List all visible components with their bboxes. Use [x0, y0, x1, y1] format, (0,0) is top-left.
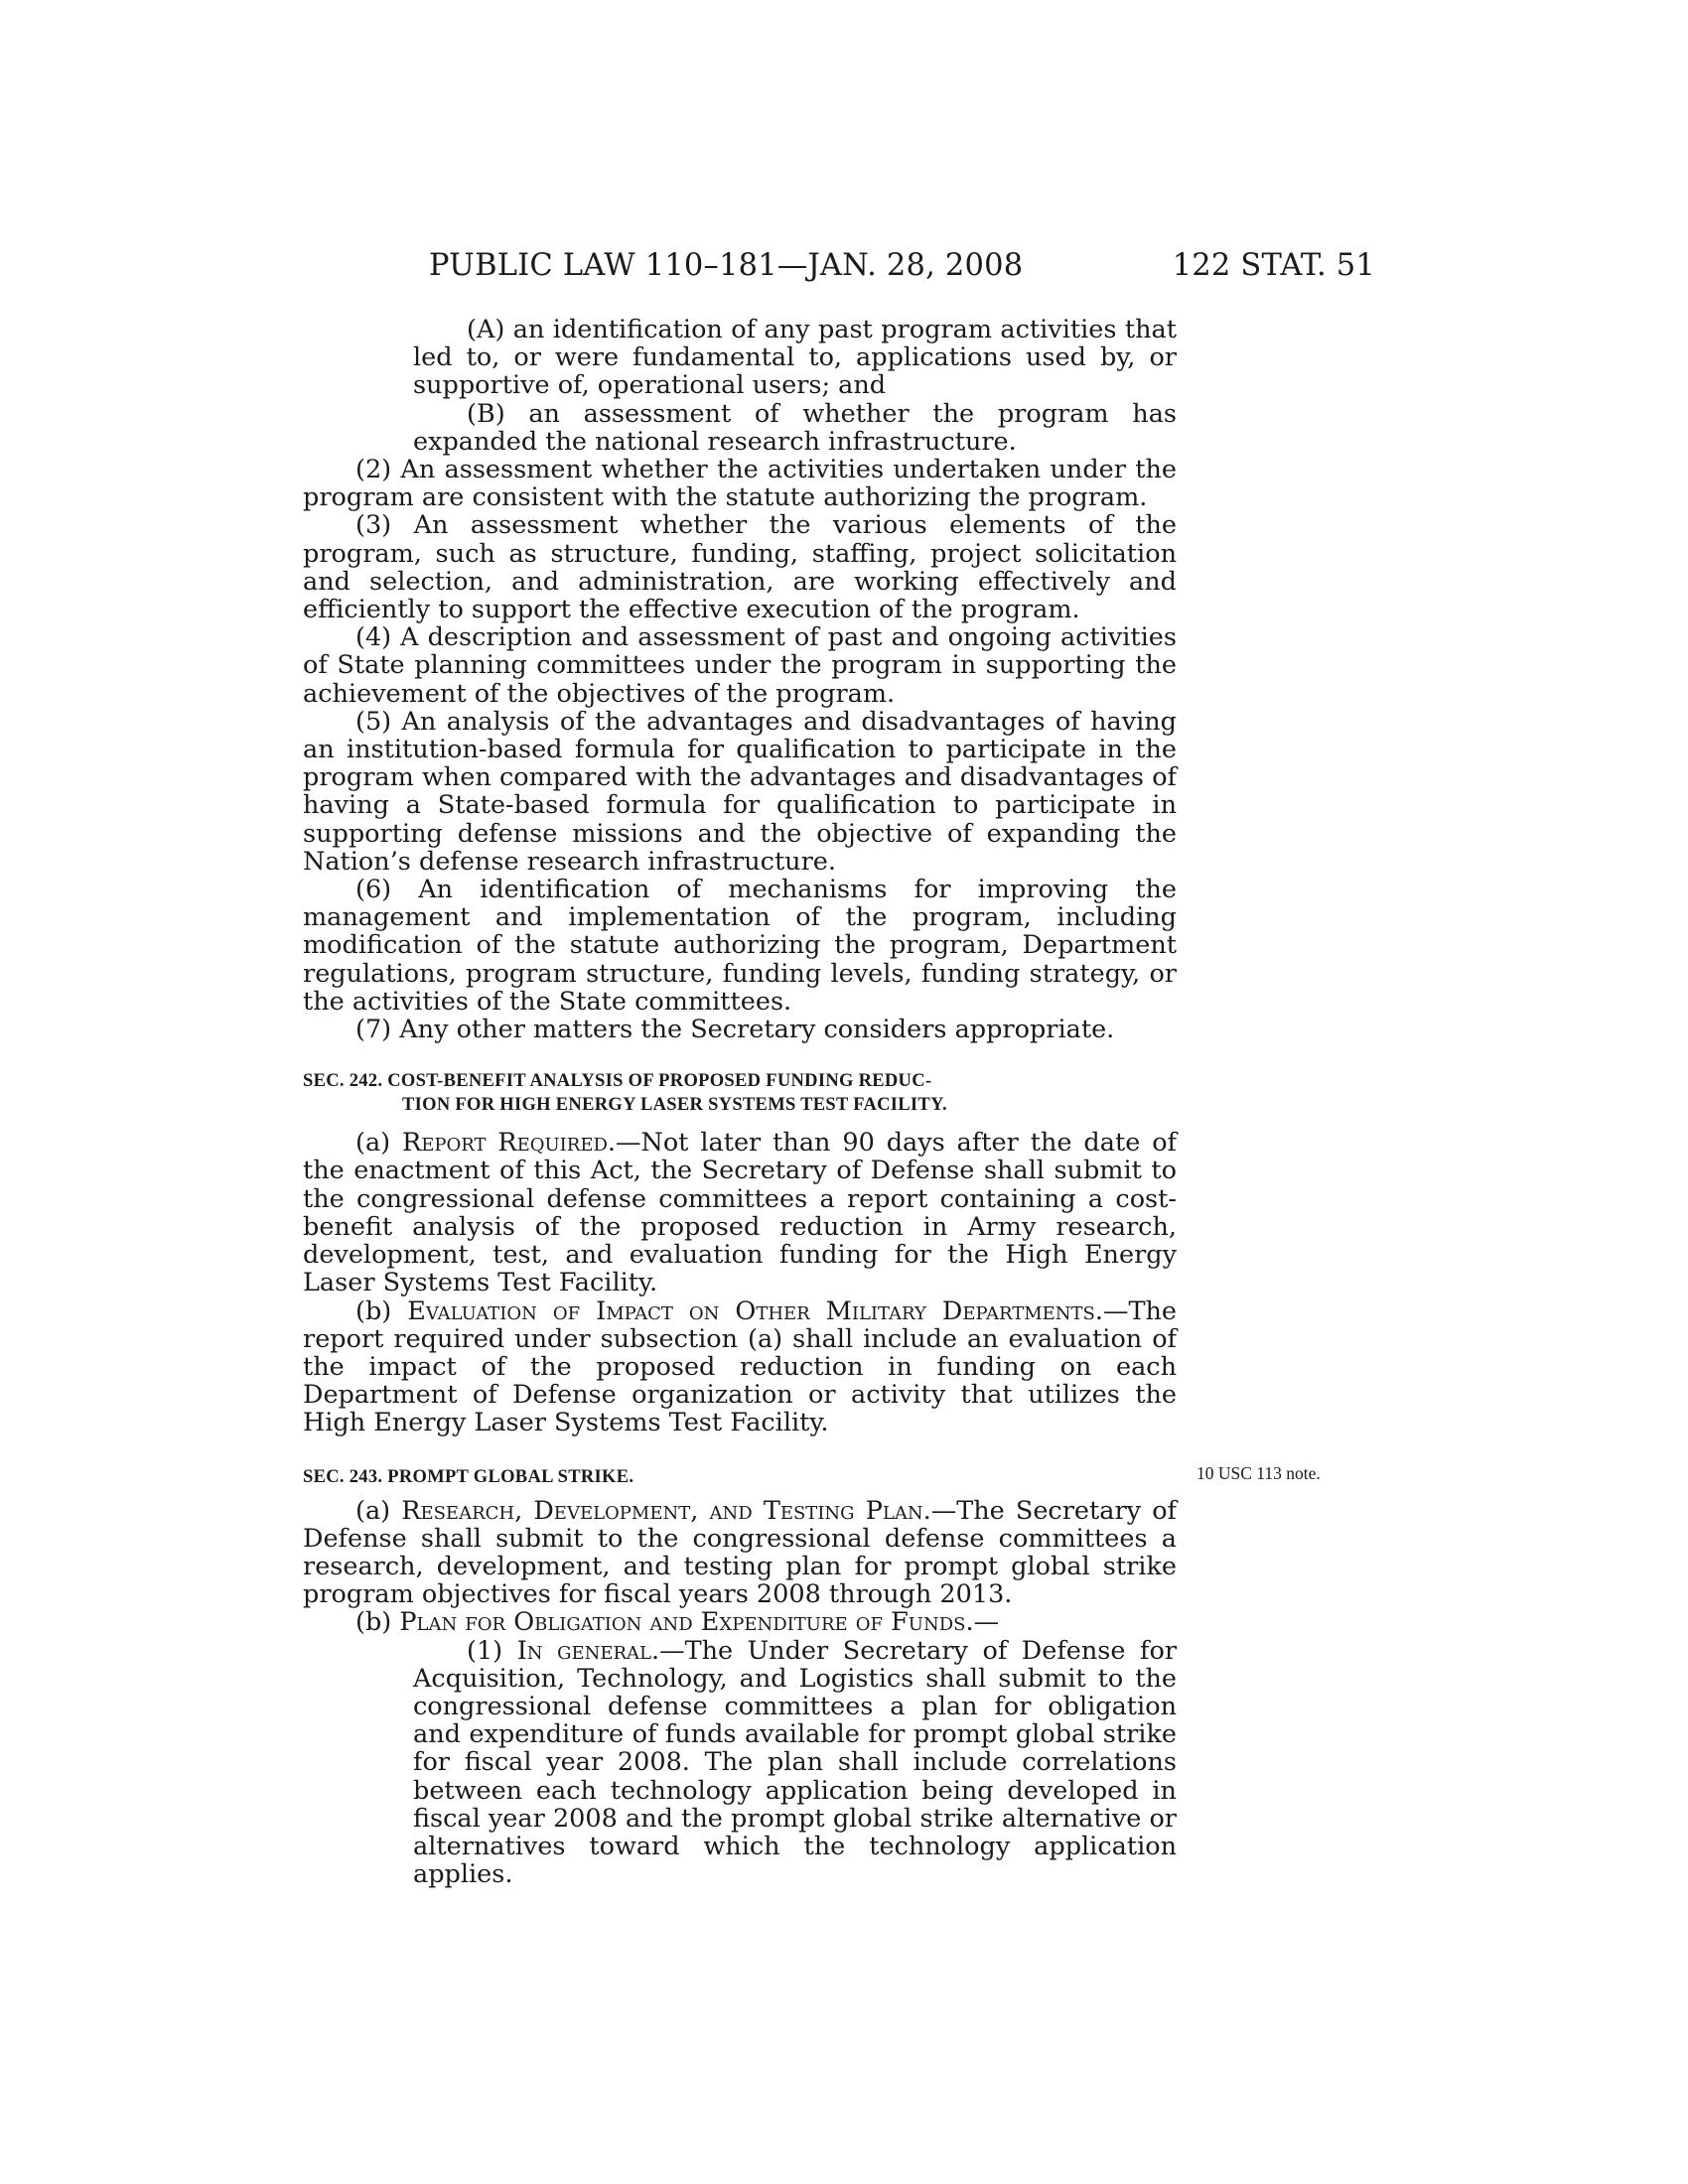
paragraph-item-4: (4) A description and assessment of past and ongoing activities of State planning committees under the program in supporting the achievement of the objectives of the program.: [303, 622, 1177, 709]
text-column: [303, 316, 1177, 1888]
subsection-dash: —: [973, 1607, 1000, 1638]
statute-page-reference: 122 STAT. 51: [1172, 248, 1375, 283]
margin-note: 10 USC 113 note.: [1196, 1463, 1321, 1483]
subsection-caption: Evaluation of Impact on Other Military Departments.: [407, 1296, 1103, 1326]
running-title: PUBLIC LAW 110–181—JAN. 28, 2008: [429, 248, 1024, 283]
subsection-caption: Report Required.: [402, 1128, 617, 1159]
section-242-heading: [303, 1069, 1177, 1117]
subsection-text: —The report required under subsection (a) shall include an evaluation of the impact of the proposed reduction in funding on each Department of Defense organization or activity that utilizes the High Energy Laser Systems Test Facility.: [303, 1296, 1178, 1438]
subsection-text: —Not later than 90 days after the date of the enactment of this Act, the Secretary of Defense shall submit to the congressional defense committees a report containing a cost-benefit analysis of the proposed reduction in Army research, development, test, and evaluation funding for the High Energy Laser Systems Test Facility.: [303, 1128, 1177, 1298]
paragraph-243-b-1: [413, 1637, 1177, 1889]
paragraph-item-2: (2) An assessment whether the activities undertaken under the program are consistent with the statute authorizing the program.: [303, 455, 1177, 513]
section-heading-line: SEC. 242. COST-BENEFIT ANALYSIS OF PROPOSED FUNDING REDUC-: [303, 1071, 932, 1092]
subsection-caption: Research, Development, and Testing Plan.: [401, 1495, 931, 1526]
paragraph-text: —The Under Secretary of Defense for Acquisition, Technology, and Logistics shall submit to the congressional defense committees a plan for obligation and expenditure of funds available for prompt global strike for fiscal year 2008. The plan shall include correlations between each technology application being developed in fiscal year 2008 and the prompt global strike alternative or alternatives toward which the technology application applies.: [413, 1635, 1178, 1890]
section-243-heading: [303, 1465, 1177, 1489]
paragraph-item-5: (5) An analysis of the advantages and disadvantages of having an institution-based formula for qualification to participate in the program when compared with the advantages and disadvantages of having a State-based formula for qualification to participate in supporting defense missions and the objective of expanding the Nation’s defense research infrastructure.: [303, 706, 1177, 877]
paragraph-item-a: (A) an identification of any past program activities that led to, or were fundamental to, applications used by, or supportive of, operational users; and: [413, 315, 1177, 401]
subsection-242-a: [303, 1129, 1177, 1297]
paragraph-item-b: (B) an assessment of whether the program has expanded the national research infrastructure.: [413, 398, 1177, 457]
paragraph-caption: In general.: [516, 1635, 660, 1666]
subsection-prefix: (b): [355, 1607, 400, 1638]
paragraph-item-7: (7) Any other matters the Secretary considers appropriate.: [355, 1015, 1115, 1045]
paragraph-prefix: (1): [467, 1635, 517, 1666]
subsection-242-b: [303, 1297, 1177, 1437]
subsection-243-b: [303, 1608, 1177, 1636]
subsection-caption: Plan for Obligation and Expenditure of Funds.: [399, 1607, 974, 1638]
paragraph-item-6: (6) An identification of mechanisms for improving the management and implementation of the program, including modification of the statute authorizing the program, Department regulations, program structure, funding levels, funding strategy, or the activities of the State committees.: [303, 875, 1177, 1017]
section-heading-line: SEC. 243. PROMPT GLOBAL STRIKE.: [303, 1466, 634, 1487]
paragraph-item-3: (3) An assessment whether the various elements of the program, such as structure, funding, staffing, project solicitation and selection, and administration, are working effectively and efficiently to support the effective execution of the program.: [303, 510, 1177, 625]
page-header: [0, 248, 1688, 288]
subsection-text: —The Secretary of Defense shall submit to the congressional defense committees a research, development, and testing plan for prompt global strike program objectives for fiscal years 2008 through 2013.: [303, 1495, 1177, 1610]
subsection-243-a: [303, 1497, 1177, 1609]
subsection-prefix: (b): [355, 1296, 408, 1326]
section-heading-line: TION FOR HIGH ENERGY LASER SYSTEMS TEST FACILITY.: [402, 1095, 947, 1116]
subsection-prefix: (a): [355, 1495, 402, 1526]
subsection-prefix: (a): [355, 1128, 403, 1159]
